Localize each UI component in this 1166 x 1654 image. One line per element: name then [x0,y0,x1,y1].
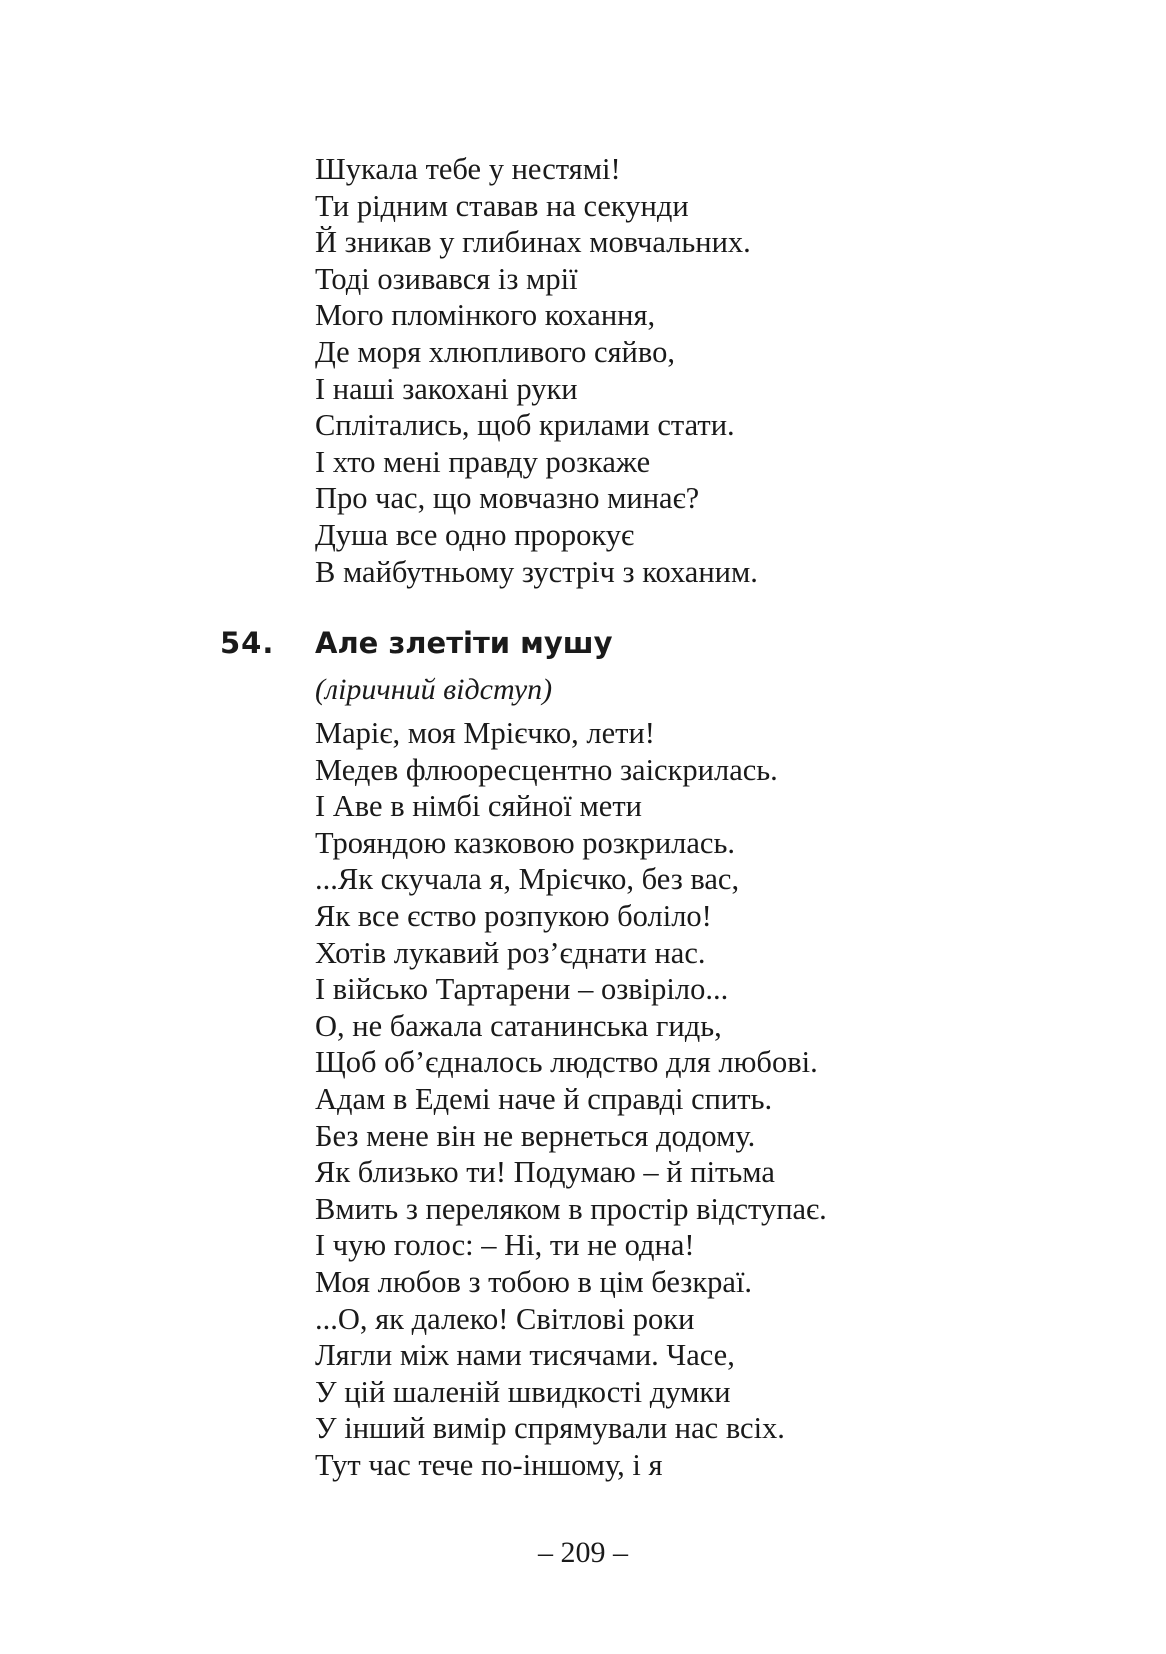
verse-line: І наші закохані руки [315,371,578,406]
verse-line: ...О, як далеко! Світлові роки [315,1301,695,1336]
verse-line: Й зникав у глибинах мовчальних. [315,225,751,260]
verse-line: Вмить з переляком в простір відступає. [315,1191,827,1226]
verse-line: Мого пломінкого кохання, [315,298,656,333]
verse-line: Тоді озивався із мрії [315,261,578,296]
verse-line: Адам в Едемі наче й справді спить. [315,1081,773,1116]
poem-body [315,715,827,1483]
verse-line: Душа все одно пророкує [315,517,635,552]
page-number: – 209 – [538,1536,628,1569]
verse-line: Хотів лукавий роз’єднати нас. [315,935,706,970]
poem-number: 54. [220,626,275,660]
verse-line: Щоб об’єдналось людство для любові. [315,1045,818,1080]
poem-subtitle: (ліричний відступ) [315,673,553,706]
verse-line: Як все єство розпукою боліло! [315,898,712,933]
verse-line: Про час, що мовчазно минає? [315,481,700,516]
verse-line: Медев флюоресцентно заіскрилась. [315,752,778,787]
verse-line: І хто мені правду розкаже [315,444,651,479]
verse-line: Тут час тече по-іншому, і я [315,1447,663,1482]
verse-line: В майбутньому зустріч з коханим. [315,554,758,589]
verse-line: Ти рідним ставав на секунди [315,188,689,223]
poem-title: Але злетіти мушу [315,626,613,660]
verse-line: І військо Тартарени – озвіріло... [315,972,729,1007]
verse-line: І Аве в німбі сяйної мети [315,789,642,824]
previous-poem-stanza [315,151,758,590]
verse-line: У інший вимір спрямували нас всіх. [315,1411,785,1446]
verse-line: ...Як скучала я, Мрієчко, без вас, [315,862,740,897]
verse-line: Як близько ти! Подумаю – й пітьма [315,1155,775,1190]
verse-line: Моя любов з тобою в цім безкраї. [315,1264,753,1299]
verse-line: Лягли між нами тисячами. Часе, [315,1338,735,1373]
verse-line: Сплітались, щоб крилами стати. [315,408,735,443]
verse-line: О, не бажала сатанинська гидь, [315,1008,722,1043]
verse-line: Трояндою казковою розкрилась. [315,825,736,860]
verse-line: Де моря хлюпливого сяйво, [315,334,675,369]
verse-line: Шукала тебе у нестямі! [315,152,621,186]
verse-line: Маріє, моя Мрієчко, лети! [315,716,655,750]
poem-header [0,621,1166,671]
verse-line: І чую голос: – Ні, ти не одна! [315,1228,695,1263]
verse-line: У цій шаленій швидкості думки [315,1374,731,1409]
verse-line: Без мене він не вернеться додому. [315,1118,756,1153]
